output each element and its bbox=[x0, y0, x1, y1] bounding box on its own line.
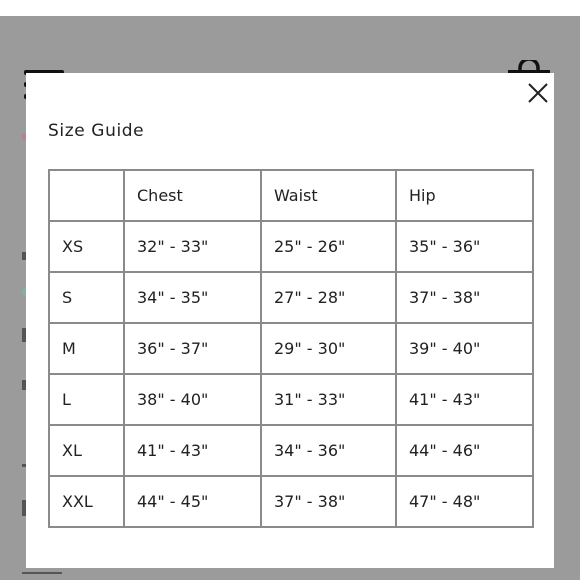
hip-cell: 44" - 46" bbox=[396, 425, 533, 476]
hip-cell: 47" - 48" bbox=[396, 476, 533, 527]
hip-cell: 41" - 43" bbox=[396, 374, 533, 425]
size-label-cell: XS bbox=[49, 221, 124, 272]
waist-cell: 37" - 38" bbox=[261, 476, 396, 527]
chest-cell: 44" - 45" bbox=[124, 476, 261, 527]
close-icon[interactable] bbox=[526, 81, 550, 105]
size-label-cell: S bbox=[49, 272, 124, 323]
size-label-cell: M bbox=[49, 323, 124, 374]
waist-cell: 34" - 36" bbox=[261, 425, 396, 476]
corner-cell bbox=[49, 170, 124, 221]
waist-cell: 31" - 33" bbox=[261, 374, 396, 425]
waist-cell: 29" - 30" bbox=[261, 323, 396, 374]
modal-title: Size Guide bbox=[48, 121, 145, 141]
table-row bbox=[49, 425, 533, 476]
size-guide-modal bbox=[26, 73, 554, 568]
chest-cell: 38" - 40" bbox=[124, 374, 261, 425]
waist-cell: 25" - 26" bbox=[261, 221, 396, 272]
chest-cell: 36" - 37" bbox=[124, 323, 261, 374]
header-waist: Waist bbox=[261, 170, 396, 221]
size-table bbox=[48, 169, 534, 528]
background-text-fragment bbox=[22, 572, 62, 574]
waist-cell: 27" - 28" bbox=[261, 272, 396, 323]
chest-cell: 34" - 35" bbox=[124, 272, 261, 323]
table-row bbox=[49, 374, 533, 425]
table-row bbox=[49, 221, 533, 272]
hip-cell: 35" - 36" bbox=[396, 221, 533, 272]
chest-cell: 41" - 43" bbox=[124, 425, 261, 476]
table-row bbox=[49, 476, 533, 527]
table-row bbox=[49, 272, 533, 323]
hip-cell: 39" - 40" bbox=[396, 323, 533, 374]
table-row bbox=[49, 323, 533, 374]
size-label-cell: L bbox=[49, 374, 124, 425]
hip-cell: 37" - 38" bbox=[396, 272, 533, 323]
chest-cell: 32" - 33" bbox=[124, 221, 261, 272]
size-label-cell: XXL bbox=[49, 476, 124, 527]
table-header-row bbox=[49, 170, 533, 221]
header-hip: Hip bbox=[396, 170, 533, 221]
header-chest: Chest bbox=[124, 170, 261, 221]
size-label-cell: XL bbox=[49, 425, 124, 476]
